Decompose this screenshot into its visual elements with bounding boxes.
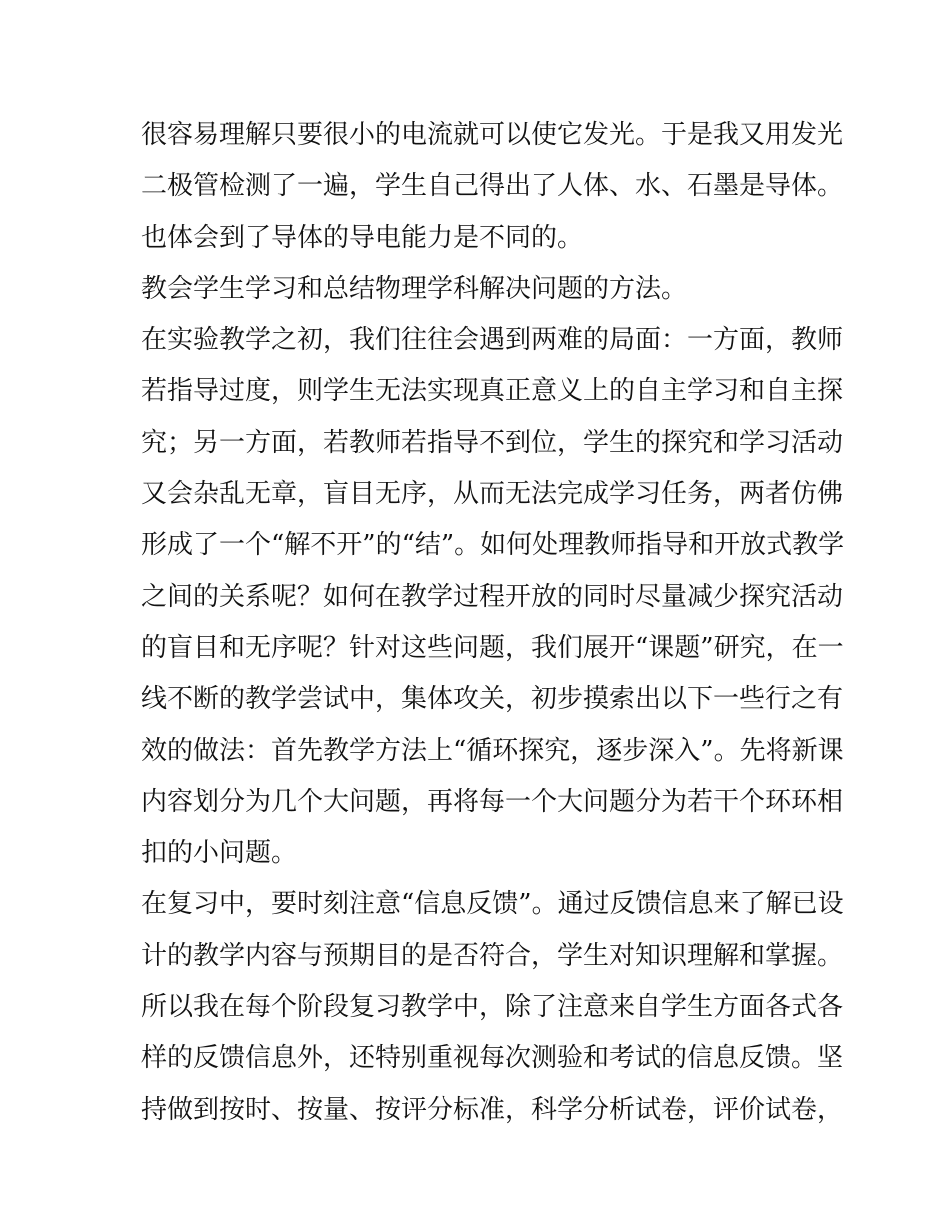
text-line: 的盲目和无序呢？针对这些问题，我们展开“课题”研究，在一 (141, 632, 844, 663)
text-line: 持做到按时、按量、按评分标准，科学分析试卷，评价试卷， (141, 1094, 844, 1125)
body-text (141, 110, 845, 1136)
text-line: 二极管检测了一遍，学生自己得出了人体、水、石墨是导体。 (141, 171, 844, 202)
text-line: 形成了一个“解不开”的“结”。如何处理教师指导和开放式教学 (141, 530, 845, 561)
text-line: 又会杂乱无章，盲目无序，从而无法完成学习任务，两者仿佛 (141, 479, 844, 510)
text-line: 在实验教学之初，我们往往会遇到两难的局面：一方面，教师 (141, 325, 844, 356)
text-line: 扣的小问题。 (141, 838, 298, 869)
text-line: 之间的关系呢？如何在教学过程开放的同时尽量减少探究活动 (141, 581, 844, 612)
text-line: 效的做法：首先教学方法上“循环探究，逐步深入”。先将新课 (141, 735, 844, 766)
text-line: 若指导过度，则学生无法实现真正意义上的自主学习和自主探 (141, 376, 844, 407)
text-line: 究；另一方面，若教师若指导不到位，学生的探究和学习活动 (141, 427, 844, 458)
text-line: 教会学生学习和总结物理学科解决问题的方法。 (141, 273, 688, 304)
text-line: 很容易理解只要很小的电流就可以使它发光。于是我又用发光 (141, 120, 844, 150)
text-line: 线不断的教学尝试中，集体攻关，初步摸索出以下一些行之有 (141, 684, 844, 715)
text-line: 内容划分为几个大问题，再将每一个大问题分为若干个环环相 (141, 786, 844, 817)
text-line: 计的教学内容与预期目的是否符合，学生对知识理解和掌握。 (141, 940, 844, 971)
text-line: 在复习中，要时刻注意“信息反馈”。通过反馈信息来了解已设 (141, 889, 844, 920)
text-line: 所以我在每个阶段复习教学中，除了注意来自学生方面各式各 (141, 992, 844, 1023)
text-line: 样的反馈信息外，还特别重视每次测验和考试的信息反馈。坚 (141, 1043, 844, 1074)
text-line: 也体会到了导体的导电能力是不同的。 (141, 222, 584, 253)
